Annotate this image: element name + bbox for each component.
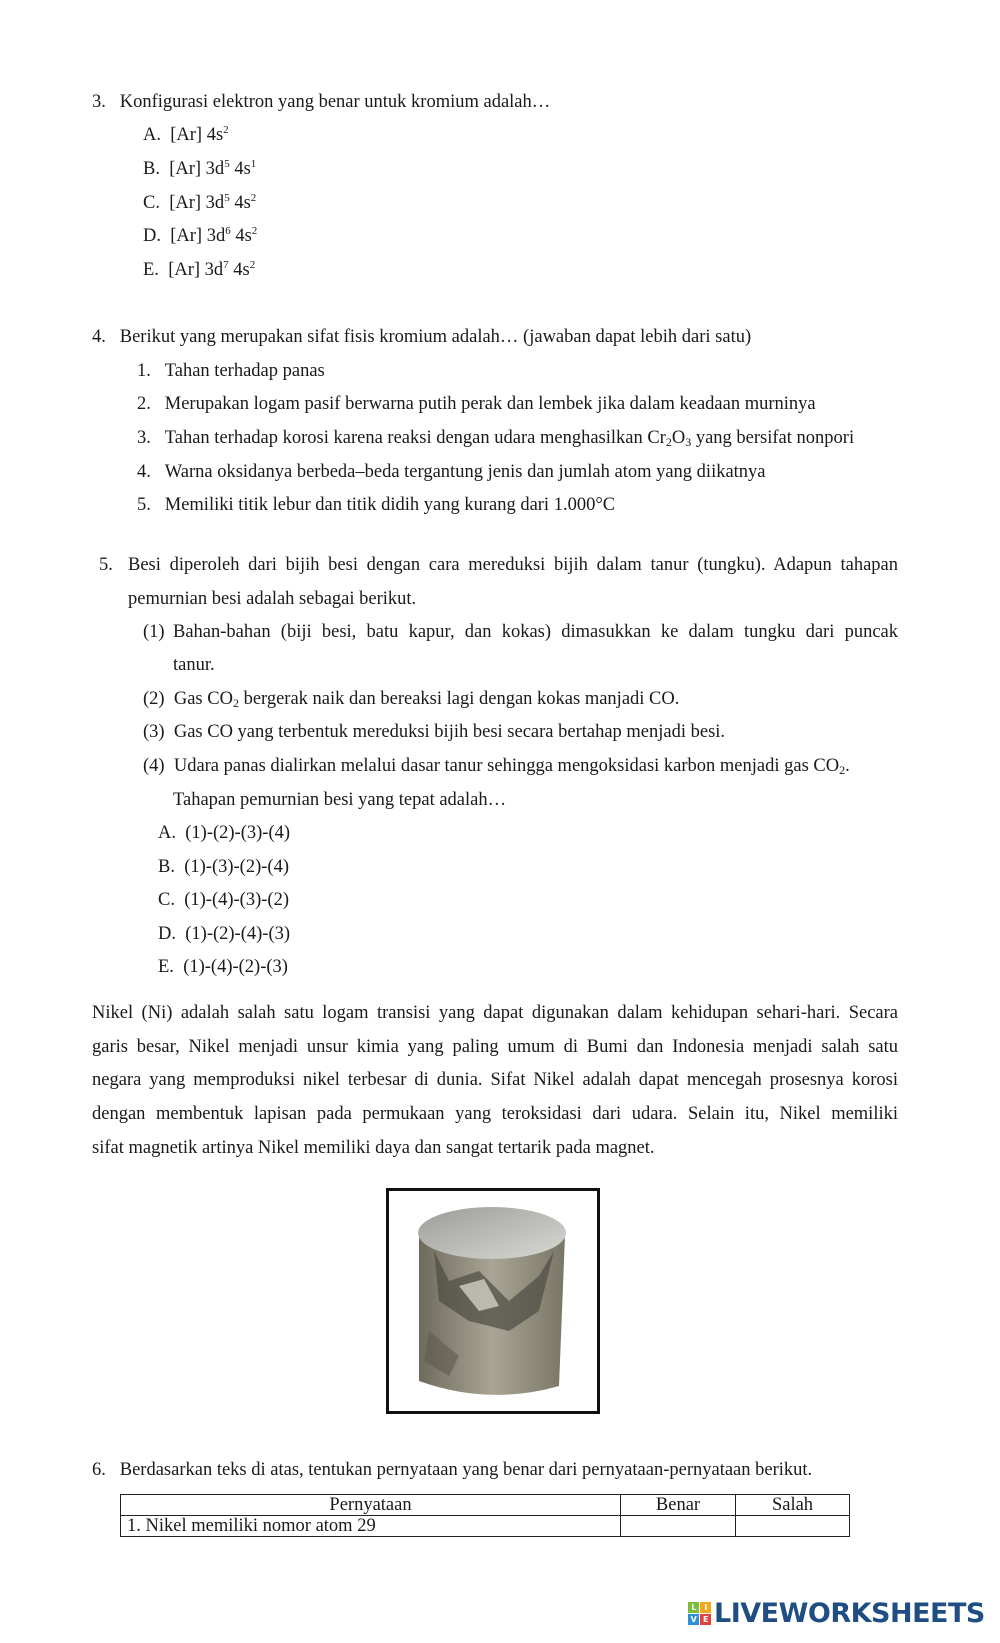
q5-option-c[interactable]: C. (1)-(4)-(3)-(2)	[158, 890, 289, 910]
table-row	[121, 1516, 850, 1537]
passage-line: negara yang memproduksi nikel terbesar di dunia. Sifat Nikel adalah dapat mencegah prosesnya korosi	[92, 1070, 898, 1090]
q4-item[interactable]: 4. Warna oksidanya berbeda–beda tergantung jenis dan jumlah atom yang diikatnya	[137, 462, 766, 482]
q3-option-c[interactable]: C. [Ar] $3d^5$ $4s^2$	[143, 192, 257, 213]
logo-tiles-icon: L I V E	[688, 1602, 711, 1625]
benar-cell[interactable]	[621, 1516, 736, 1537]
nickel-photo	[386, 1188, 600, 1414]
q3-question: 3. Konfigurasi elektron yang benar untuk kromium adalah…	[92, 92, 551, 112]
q5-option-a[interactable]: A. (1)-(2)-(3)-(4)	[158, 823, 291, 843]
passage-line: Nikel (Ni) adalah salah satu logam transisi yang dapat digunakan dalam kehidupan sehari-hari. Secara	[92, 1003, 898, 1023]
q5-step: (2) Gas $CO_2$ bergerak naik dan bereaksi lagi dengan kokas manjadi CO.	[143, 689, 680, 710]
liveworksheets-logo	[688, 1598, 985, 1629]
statement-cell: 1. Nikel memiliki nomor atom 29	[121, 1516, 621, 1537]
q5-option-e[interactable]: E. (1)-(4)-(2)-(3)	[158, 957, 288, 977]
q5-step: Bahan-bahan (biji besi, batu kapur, dan kokas) dimasukkan ke dalam tungku dari puncak	[173, 622, 898, 642]
q5-number: 5.	[99, 555, 113, 575]
header-benar: Benar	[621, 1495, 736, 1516]
q5-step: (3) Gas CO yang terbentuk mereduksi bijih besi secara bertahap menjadi besi.	[143, 722, 726, 742]
passage-line: sifat magnetik artinya Nikel memiliki daya dan sangat tertarik pada magnet.	[92, 1138, 655, 1158]
passage-line: dengan membentuk lapisan pada permukaan yang teroksidasi dari udara. Selain itu, Nikel memiliki	[92, 1104, 898, 1124]
q4-question: 4. Berikut yang merupakan sifat fisis kromium adalah… (jawaban dapat lebih dari satu)	[92, 327, 752, 347]
q5-option-d[interactable]: D. (1)-(2)-(4)-(3)	[158, 924, 291, 944]
q5-step-number: (1)	[143, 622, 165, 642]
q3-option-e[interactable]: E. [Ar] $3d^7$ $4s^2$	[143, 259, 256, 280]
q6-question: 6. Berdasarkan teks di atas, tentukan pernyataan yang benar dari pernyataan-pernyataan berikut.	[92, 1460, 813, 1480]
logo-text: LIVEWORKSHEETS	[714, 1598, 985, 1629]
q5-prompt: Tahapan pemurnian besi yang tepat adalah…	[173, 790, 507, 810]
q3-option-d[interactable]: D. [Ar] $3d^6$ $4s^2$	[143, 225, 258, 246]
q4-item[interactable]: 2. Merupakan logam pasif berwarna putih perak dan lembek jika dalam keadaan murninya	[137, 394, 816, 414]
q5-step: (4) Udara panas dialirkan melalui dasar tanur sehingga mengoksidasi karbon menjadi gas $CO_2$.	[143, 756, 850, 777]
q4-item[interactable]: 3. Tahan terhadap korosi karena reaksi dengan udara menghasilkan $Cr_2O_3$ yang bersifat nonpori	[137, 428, 855, 449]
q5-intro-line: pemurnian besi adalah sebagai berikut.	[128, 589, 417, 609]
passage-line: garis besar, Nikel menjadi unsur kimia yang paling umum di Bumi dan Indonesia menjadi salah satu	[92, 1037, 898, 1057]
q4-item[interactable]: 5. Memiliki titik lebur dan titik didih yang kurang dari 1.000°C	[137, 495, 616, 515]
q3-option-b[interactable]: B. [Ar] $3d^5$ $4s^1$	[143, 158, 257, 179]
q5-step: tanur.	[173, 655, 215, 675]
header-salah: Salah	[736, 1495, 850, 1516]
salah-cell[interactable]	[736, 1516, 850, 1537]
q4-item[interactable]: 1. Tahan terhadap panas	[137, 361, 325, 381]
statement-table	[120, 1494, 850, 1537]
q5-option-b[interactable]: B. (1)-(3)-(2)-(4)	[158, 857, 289, 877]
q5-intro-line: Besi diperoleh dari bijih besi dengan cara mereduksi bijih dalam tanur (tungku). Adapun tahapan	[128, 555, 898, 575]
header-pernyataan: Pernyataan	[121, 1495, 621, 1516]
q3-option-a[interactable]: A. [Ar] $4s^2$	[143, 124, 229, 145]
